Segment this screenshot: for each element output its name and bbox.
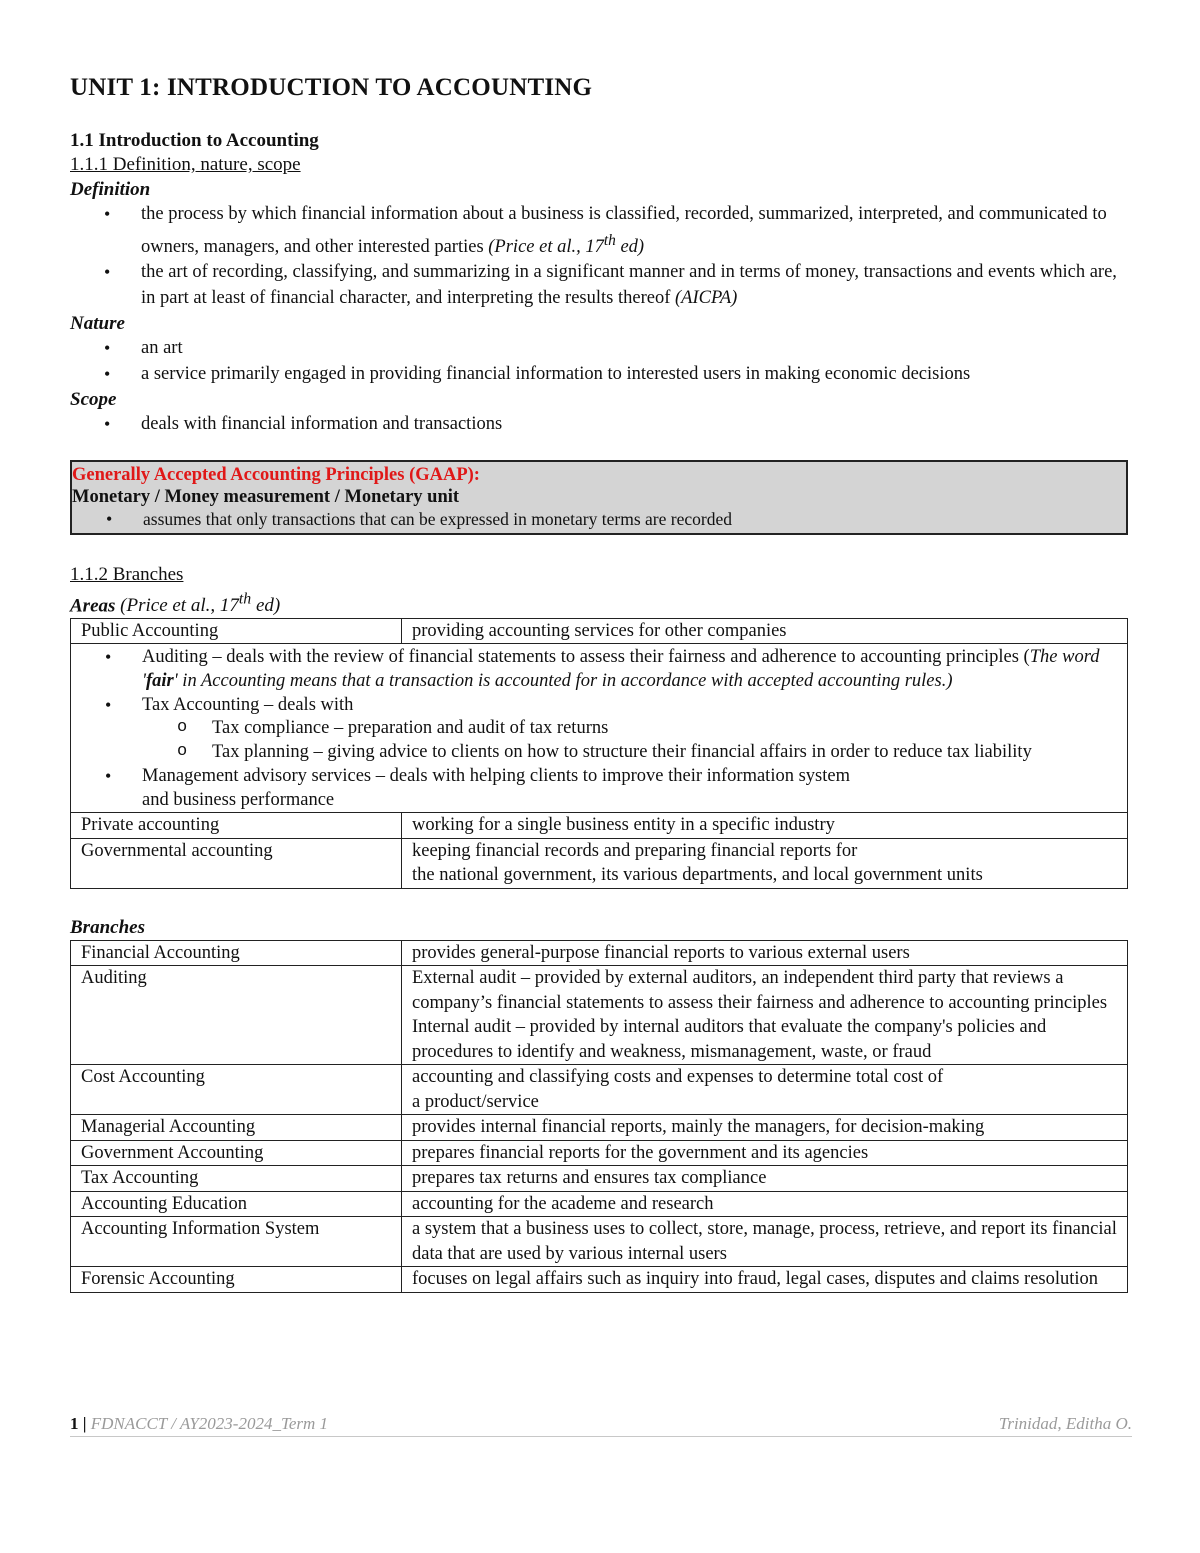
list-item: • an art — [70, 336, 1128, 362]
table-cell: Auditing — [71, 966, 402, 1065]
table-cell: focuses on legal affairs such as inquiry into fraud, legal cases, disputes and claims resolution — [402, 1267, 1128, 1293]
gaap-callout-box — [70, 460, 1128, 535]
list-item: • the art of recording, classifying, and summarizing in a significant manner and in terms of money, transactions and events which are, in part at least of financial character, and interpreting the results thereof (AICPA) — [70, 260, 1128, 311]
table-row — [71, 838, 1128, 888]
nature-label: Nature — [70, 313, 125, 335]
table-cell: prepares financial reports for the government and its agencies — [402, 1140, 1128, 1166]
page-number: 1 — [70, 1414, 79, 1433]
table-cell: accounting for the academe and research — [402, 1191, 1128, 1217]
table-cell: accounting and classifying costs and expenses to determine total cost of a product/service — [402, 1065, 1128, 1115]
table-row — [71, 644, 1128, 813]
list-item: o Tax compliance – preparation and audit of tax returns — [71, 717, 1121, 741]
table-cell: Managerial Accounting — [71, 1115, 402, 1141]
table-cell: Forensic Accounting — [71, 1267, 402, 1293]
table-row — [71, 618, 1128, 644]
gaap-title: Generally Accepted Accounting Principles (GAAP): — [72, 464, 480, 485]
branches-table — [70, 940, 1128, 1293]
gaap-subtitle: Monetary / Money measurement / Monetary unit — [72, 486, 460, 507]
section-heading-1-1: 1.1 Introduction to Accounting — [70, 130, 319, 151]
gaap-list — [72, 508, 1126, 531]
table-cell: Cost Accounting — [71, 1065, 402, 1115]
list-item: • Auditing – deals with the review of financial statements to assess their fairness and adherence to accounting principles (The word 'fair' in Accounting means that a transaction is accounted for in accordance with accepted accounting rules.) — [71, 645, 1121, 693]
subsection-heading-1-1-1: 1.1.1 Definition, nature, scope — [70, 154, 301, 175]
table-cell: Accounting Education — [71, 1191, 402, 1217]
table-cell: working for a single business entity in a specific industry — [402, 813, 1128, 839]
table-cell: providing accounting services for other companies — [402, 618, 1128, 644]
list-item: • the process by which financial information about a business is classified, recorded, summarized, interpreted, and communicated to owners, managers, and other interested parties (Price et al., 17th ed) — [70, 202, 1128, 260]
definition-label: Definition — [70, 179, 151, 200]
list-item: • Management advisory services – deals with helping clients to improve their information system and business performance — [71, 764, 1121, 812]
mas-list — [71, 764, 1121, 812]
table-cell: provides general-purpose financial reports to various external users — [402, 940, 1128, 966]
table-row — [71, 1267, 1128, 1293]
table-cell: prepares tax returns and ensures tax compliance — [402, 1166, 1128, 1192]
table-row — [71, 966, 1128, 1065]
table-row — [71, 813, 1128, 839]
table-cell: Governmental accounting — [71, 838, 402, 888]
scope-list — [70, 412, 1128, 438]
table-cell: Accounting Information System — [71, 1217, 402, 1267]
list-item: • Tax Accounting – deals with — [71, 693, 1121, 717]
tax-sublist — [71, 717, 1121, 764]
list-item: • deals with financial information and transactions — [70, 412, 1128, 438]
table-cell: a system that a business uses to collect, store, manage, process, retrieve, and report its financial data that are used by various internal users — [402, 1217, 1128, 1267]
subsection-heading-1-1-2: 1.1.2 Branches — [70, 563, 184, 585]
areas-heading: Areas (Price et al., 17th ed) — [70, 590, 281, 616]
footer-separator: | — [78, 1414, 91, 1433]
table-cell: Financial Accounting — [71, 940, 402, 966]
citation: (Price et al., 17th ed) — [488, 231, 645, 257]
list-item: o Tax planning – giving advice to clients on how to structure their financial affairs in order to reduce tax liability — [71, 741, 1121, 765]
definition-list — [70, 202, 1128, 311]
public-accounting-list — [71, 645, 1121, 717]
citation: (AICPA) — [674, 287, 738, 308]
table-row — [71, 1166, 1128, 1192]
table-row — [71, 1065, 1128, 1115]
list-item: • assumes that only transactions that can be expressed in monetary terms are recorded — [72, 508, 1126, 531]
list-item: • a service primarily engaged in providing financial information to interested users in making economic decisions — [70, 362, 1128, 388]
table-cell: Public Accounting — [71, 618, 402, 644]
table-row — [71, 1217, 1128, 1267]
table-row — [71, 1191, 1128, 1217]
table-cell: Tax Accounting — [71, 1166, 402, 1192]
table-cell: provides internal financial reports, mainly the managers, for decision-making — [402, 1115, 1128, 1141]
table-cell: Private accounting — [71, 813, 402, 839]
table-cell — [71, 644, 1128, 813]
table-row — [71, 1115, 1128, 1141]
table-cell: keeping financial records and preparing financial reports for the national government, its various departments, and local government units — [402, 838, 1128, 888]
author-name: Trinidad, Editha O. — [998, 1414, 1132, 1433]
document-page — [70, 70, 1128, 1293]
course-code: FDNACCT / AY2023-2024_Term 1 — [90, 1414, 329, 1433]
nature-list — [70, 336, 1128, 387]
branches-label: Branches — [70, 916, 145, 938]
unit-title: UNIT 1: INTRODUCTION TO ACCOUNTING — [70, 74, 593, 101]
areas-table — [70, 618, 1128, 889]
table-cell: External audit – provided by external auditors, an independent third party that reviews a company’s financial statements to assess their fairness and adherence to accounting principles Internal audit – provided by internal auditors that evaluate the company's policies and procedures to identify and weakness, mismanagement, waste, or fraud — [402, 966, 1128, 1065]
table-cell: Government Accounting — [71, 1140, 402, 1166]
table-row — [71, 940, 1128, 966]
page-footer — [70, 1412, 1132, 1437]
scope-label: Scope — [70, 389, 117, 411]
table-row — [71, 1140, 1128, 1166]
